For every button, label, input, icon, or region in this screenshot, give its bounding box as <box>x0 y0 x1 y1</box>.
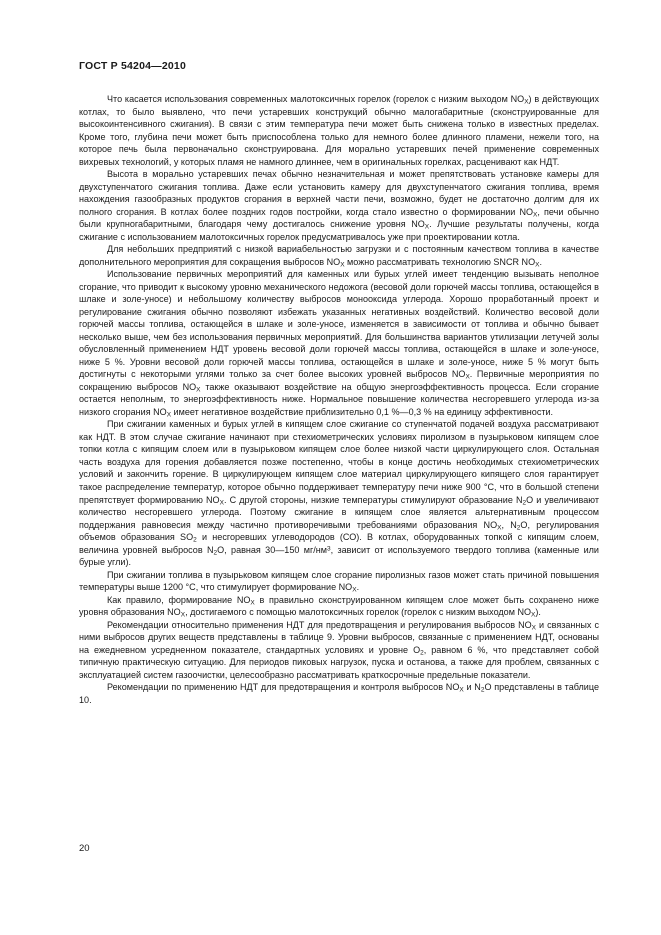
paragraph-3 <box>79 243 599 268</box>
subscript: X <box>352 586 357 594</box>
text-run: Использование первичных мероприятий для каменных или бурых углей имеет тенденцию вызывать неполное сгорание, что приводит к высокому уровню механического недожога (весовой доли горючей массы топлива, остающейся в шлаке и золе-уносе) и небольшому количеству выбросов монооксида углерода. Хорошо проработанный проект и регулирование сжигания обычно позволяют избежать указанных негативных воздействий. Количество весовой доли горючей массы топлива, остающейся в шлаке и золе-уносе, изменяется в зависимости от топлива и обычно бывает несколько выше, чем без использования первичных мероприятий. Для большинства вариантов утилизации летучей золы обусловленный применением НДТ уровень весовой доли горючей массы топлива, остающейся в шлаке и золе-уносе, ниже 5 %. Уровни весовой доли горючей массы топлива, остающейся в шлаке и золе-уносе, ниже 5 % могут быть достигнуты с некоторыми углями только за счет более высоких уровней выбросов NO <box>79 269 599 380</box>
text-run: При сжигании топлива в пузырьковом кипящем слое сгорание пиролизных газов может стать причиной повышения температуры выше 1200 °С, что стимулирует формирование NO <box>79 569 599 593</box>
paragraph-9 <box>79 681 599 706</box>
body-text <box>79 93 599 706</box>
text-run: , достигаемого с помощью малотоксичных горелок (горелок с низким выходом NO <box>185 607 532 618</box>
subscript: X <box>465 373 470 381</box>
text-run: , N <box>501 519 517 530</box>
paragraph-2 <box>79 168 599 243</box>
subscript: X <box>533 211 538 219</box>
text-run: имеет негативное воздействие приблизительно 0,1 %—0,3 % на единицу эффективности. <box>171 406 554 417</box>
text-run: можно рассматривать технологию SNCR NO <box>344 256 536 267</box>
text-run: , зависит от используемого твердого топлива (каменные или бурые угли). <box>79 544 599 568</box>
subscript: X <box>535 261 540 269</box>
paragraph-4 <box>79 268 599 418</box>
subscript: X <box>424 223 430 231</box>
subscript: X <box>459 686 464 694</box>
text-run: Рекомендации по применению НДТ для предотвращения и контроля выбросов NO <box>107 682 460 693</box>
text-run: O, регулирования объемов образования SO <box>79 519 599 543</box>
text-run: ). <box>535 607 541 618</box>
text-run: O, равная 30—150 мг/нм <box>217 544 327 555</box>
text-run: При сжигании каменных и бурых углей в кипящем слое сжигание со ступенчатой подачей воздуха рассматривают как НДТ. В этом случае сжигание начинают при стехиометрических условиях пиролизом в пузырьковом кипящем слое топки котла с кипящим слоем или в пузырьковом кипящем слое более низкой части циркулирующего слоя. Остальная часть воздуха для горения добавляется позже постепенно, чтобы в конце достичь необходимых стехиометрических условий и закончить горение. В циркулирующем кипящем слое материал циркулирующего кипящего слоя гарантирует такое распределение температур, которое обычно поддерживает температуру печи ниже 900 °С, что в большой степени препятствует формированию NO <box>79 419 599 505</box>
text-run: Для небольших предприятий с низкой вариабельностью загрузки и с постоянным качеством топлива в качестве дополнительного мероприятия для сокращения выбросов NO <box>79 244 599 267</box>
text-run: Рекомендации относительно применения НДТ для предотвращения и регулирования выбросов NO <box>107 619 532 630</box>
subscript: X <box>166 411 172 419</box>
text-run: . С другой стороны, низкие температуры стимулируют образование N <box>223 494 523 505</box>
subscript: X <box>531 611 536 619</box>
subscript: X <box>340 261 345 269</box>
paragraph-1 <box>79 93 599 168</box>
text-run: и несгоревших углеводородов (СО). В котлах, оборудованных топкой с кипящим слоем, величина уровней выбросов N <box>79 532 599 555</box>
paragraph-5 <box>79 418 599 568</box>
text-run: . <box>356 582 360 593</box>
text-run: , равном 6 %, что представляет собой типичную практическую ситуацию. Для периодов пиковых нагрузок, пуска и останова, а также для проблем, связанных с эксплуатацией систем газоочистки, целесообразно рассматривать краткосрочные предельные показатели. <box>79 644 599 680</box>
subscript: X <box>250 599 255 607</box>
text-run: Что касается использования современных малотоксичных горелок (горелок с низким выходом NO <box>107 94 525 104</box>
subscript: 2 <box>516 524 521 532</box>
text-run: и связанных с ними выбросов других веществ представлены в таблице 9. Уровни выбросов, связанные с применением НДТ, основаны на ежедневном усредненном показателе, стандартных условиях и уровне O <box>79 619 599 655</box>
text-run: , печи обычно были крупногабаритными, благодаря чему достигалось снижение уровня NO <box>79 206 599 230</box>
text-run: ) в действующих котлах, то было выявлено, что печи устаревших конструкций обычно малогабаритные (сконструированные для высокоинтенсивного сжигания). В связи с этим температура печи может быть снижена только в известных пределах. Кроме того, глубина печи может быть приспособлена только для немного более длинного пламени, нежели того, на которое печь была первоначально сконструирована. Для морально устаревших печей применение современных вихревых технологий, у которых пламя не намного длиннее, чем в оригинальных горелках, расценивают как НДТ. <box>79 94 599 167</box>
text-run: . Первичные мероприятия по сокращению выбросов NO <box>79 369 599 392</box>
text-run: . Лучшие результаты получены, когда сжигание с использованием малотоксичных горелок предусматривалось уже при проектировании котла. <box>79 219 600 242</box>
page-number: 20 <box>79 843 90 854</box>
text-run: Высота в морально устаревших печах обычно незначительная и может препятствовать установке камеры для двухступенчатого сжигания топлива. Даже если установить камеру для двухступенчатого сжигания топлива, время нахождения газообразных продуктов сгорания в верхней части печи, возможно, будет не достаточно долгим для их полного сгорания. В котлах более поздних годов постройки, когда стало известно о формировании NO <box>79 169 599 217</box>
paragraph-6 <box>79 569 599 594</box>
text-run: и N <box>463 682 481 693</box>
subscript: 2 <box>522 499 527 507</box>
subscript: X <box>531 624 537 632</box>
subscript: X <box>497 524 502 532</box>
paragraph-7 <box>79 594 599 619</box>
paragraph-8 <box>79 619 599 682</box>
superscript: 3 <box>326 544 331 552</box>
text-run: O представлены в таблице 10. <box>79 682 599 705</box>
subscript: X <box>219 499 224 507</box>
text-run: Как правило, формирование NO <box>107 594 251 605</box>
subscript: 2 <box>420 649 424 657</box>
subscript: 2 <box>193 536 197 544</box>
subscript: X <box>196 386 201 394</box>
text-run: в правильно сконструированном кипящем слое может быть сохранено ниже уровня образования NO <box>79 594 599 618</box>
subscript: 2 <box>480 686 485 694</box>
text-run: также оказывают воздействие на общую энергоэффективность процесса. Если сгорание остается неполным, то энергоэффективность ниже. Нормальное повышение количества несгоревшего углерода из-за низкого сгорания NO <box>79 381 599 417</box>
subscript: X <box>180 611 186 619</box>
text-run: O и увеличивают количество несгоревшего углерода. Поэтому сжигание в кипящем слое является альтернативным процессом поддержания равновесия между частично противоречивыми требованиями образования NO <box>79 494 599 530</box>
text-run: . <box>539 256 542 267</box>
standard-code-header: ГОСТ Р 54204—2010 <box>79 60 187 72</box>
subscript: 2 <box>213 549 218 557</box>
subscript: X <box>524 98 529 106</box>
